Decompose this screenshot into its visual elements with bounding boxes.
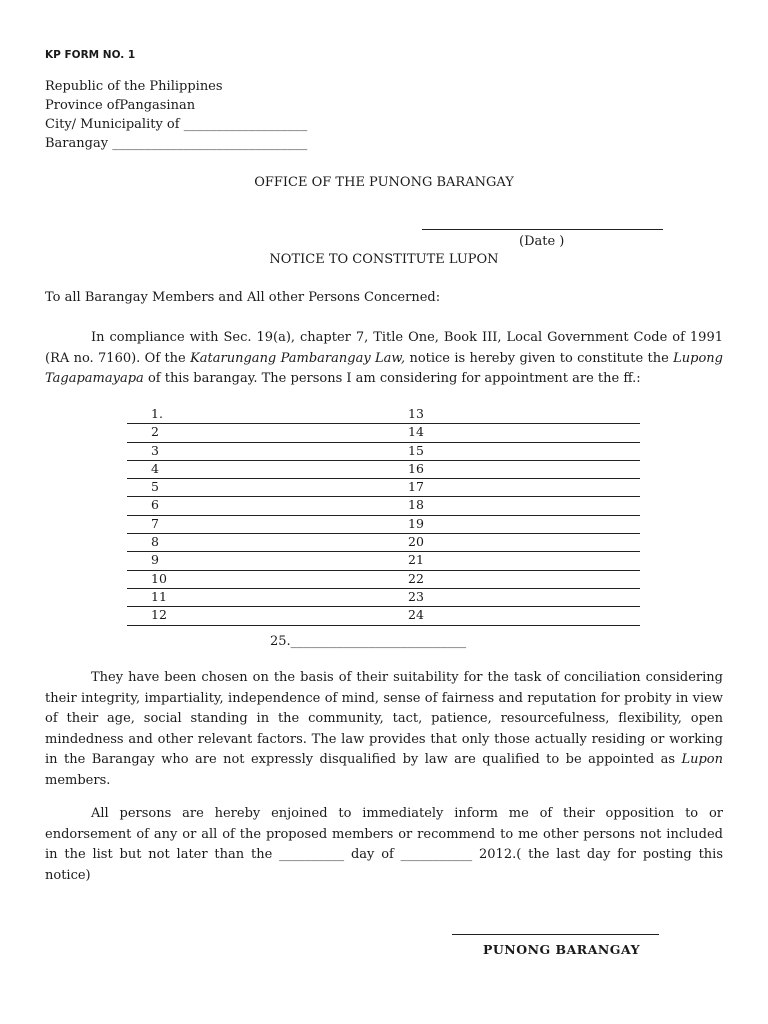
nominee-number-right: 16 bbox=[408, 460, 424, 476]
nominee-number-left: 8 bbox=[151, 534, 159, 550]
date-signature-line bbox=[422, 229, 663, 230]
nominee-number-right: 14 bbox=[408, 424, 424, 440]
nominee-row bbox=[127, 424, 640, 442]
nominee-number-right: 24 bbox=[408, 607, 424, 623]
form-number: KP FORM NO. 1 bbox=[45, 49, 136, 61]
suitability-paragraph bbox=[45, 668, 723, 791]
nominee-row bbox=[127, 406, 640, 424]
nominee-number-left: 4 bbox=[151, 460, 159, 476]
nominee-number-right: 20 bbox=[408, 534, 424, 550]
nominee-row bbox=[127, 516, 640, 534]
nominee-row bbox=[127, 552, 640, 570]
signature-line bbox=[452, 934, 659, 935]
nominee-number-right: 21 bbox=[408, 552, 424, 568]
nominee-number-left: 9 bbox=[151, 552, 159, 568]
para1-text-3: of this barangay. The persons I am considering for appointment are the ff.: bbox=[143, 371, 641, 386]
nominee-row bbox=[127, 589, 640, 607]
nominee-row bbox=[127, 479, 640, 497]
nominee-number-right: 18 bbox=[408, 497, 424, 513]
nominee-number-left: 5 bbox=[151, 479, 159, 495]
para1-text: In compliance with Sec. 19(a), chapter 7, Title One, Book III, Local Government Code of 1991 (RA no. 7160). Of the bbox=[45, 330, 723, 366]
nominee-number-left: 11 bbox=[151, 588, 167, 604]
city-municipality-line: City/ Municipality of ___________________ bbox=[45, 117, 308, 132]
nominee-row bbox=[127, 571, 640, 589]
nominee-number-left: 10 bbox=[151, 570, 167, 586]
nominee-number-left: 12 bbox=[151, 607, 167, 623]
signatory-title: PUNONG BARANGAY bbox=[482, 942, 640, 957]
lupong-italic: Lupong Tagapamayapa bbox=[45, 350, 723, 386]
nominee-list-table bbox=[127, 406, 640, 626]
province-line: Province ofPangasinan bbox=[45, 98, 196, 113]
nominee-number-right: 19 bbox=[408, 515, 424, 531]
nominee-number-right: 17 bbox=[408, 479, 424, 495]
nominee-number-right: 15 bbox=[408, 442, 424, 458]
nominee-row bbox=[127, 534, 640, 552]
nominee-number-left: 6 bbox=[151, 497, 159, 513]
para3-text: All persons are hereby enjoined to immediately inform me of their opposition to or endorsement of any or all of the proposed members or recommend to me other persons not included in the list but not later than the __________ day of ___________ 2012.( the last day for posting this notice) bbox=[45, 806, 723, 883]
republic-line: Republic of the Philippines bbox=[45, 79, 223, 94]
salutation: To all Barangay Members and All other Persons Concerned: bbox=[45, 290, 441, 305]
compliance-paragraph bbox=[45, 328, 723, 390]
nominee-number-left: 7 bbox=[151, 515, 159, 531]
barangay-line: Barangay ______________________________ bbox=[45, 136, 308, 151]
katarungang-law-italic: Katarungang Pambarangay Law, bbox=[190, 350, 406, 366]
nominee-number-left: 1. bbox=[151, 406, 163, 421]
para2-text-2: members. bbox=[45, 772, 111, 788]
nominee-number-right: 23 bbox=[408, 588, 424, 604]
nominee-number-right: 22 bbox=[408, 570, 424, 586]
office-heading: OFFICE OF THE PUNONG BARANGAY bbox=[254, 175, 514, 190]
nominee-number-right: 13 bbox=[408, 406, 424, 421]
opposition-paragraph bbox=[45, 804, 723, 886]
para1-text-2: notice is hereby given to constitute the bbox=[405, 350, 674, 366]
nominee-row bbox=[127, 461, 640, 479]
date-label: (Date ) bbox=[519, 234, 565, 249]
nominee-row bbox=[127, 607, 640, 625]
nominee-number-left: 2 bbox=[151, 424, 159, 440]
nominee-row bbox=[127, 443, 640, 461]
nominee-row bbox=[127, 497, 640, 515]
para2-text: They have been chosen on the basis of their suitability for the task of conciliation considering their integrity, impartiality, independence of mind, sense of fairness and reputation for probity in view of their age, social standing in the community, tact, patience, resourcefulness, flexibility, open mindedness and other relevant factors. The law provides that only those actually residing or working in the Barangay who are not expressly disqualified by law are qualified to be appointed as bbox=[45, 670, 723, 767]
lupon-italic: Lupon bbox=[681, 752, 723, 767]
notice-title: NOTICE TO CONSTITUTE LUPON bbox=[269, 252, 499, 267]
nominee-number-left: 3 bbox=[151, 442, 159, 458]
item-25-line: 25.___________________________ bbox=[270, 634, 467, 649]
